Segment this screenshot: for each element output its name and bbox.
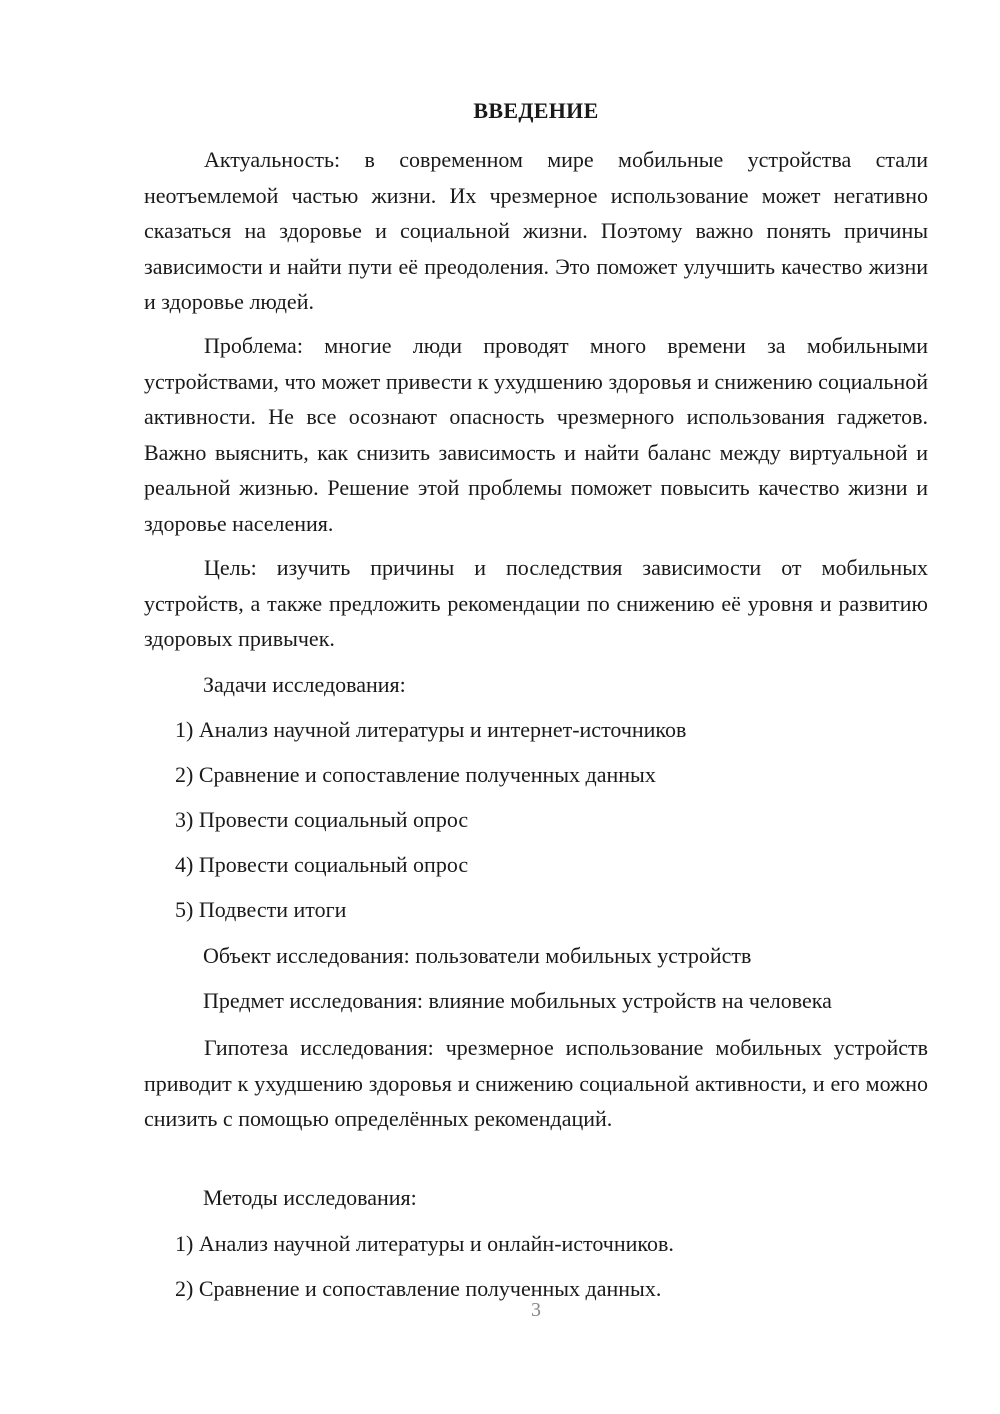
method-item: 2) Сравнение и сопоставление полученных данных. <box>175 1276 662 1301</box>
methods-heading: Методы исследования: <box>203 1185 417 1210</box>
task-item: 2) Сравнение и сопоставление полученных данных <box>175 762 656 787</box>
section-title: ВВЕДЕНИЕ <box>473 98 599 123</box>
method-item: 1) Анализ научной литературы и онлайн-источников. <box>175 1231 674 1256</box>
problem-paragraph: Проблема: многие люди проводят много времени за мобильными устройствами, что может привести к ухудшению здоровья и снижению социальной активности. Не все осознают опасность чрезмерного использования гаджетов. Важно выяснить, как снизить зависимость и найти баланс между виртуальной и реальной жизнью. Решение этой проблемы поможет повысить качество жизни и здоровье населения. <box>144 333 928 536</box>
object-line: Объект исследования: пользователи мобильных устройств <box>203 943 752 968</box>
tasks-heading: Задачи исследования: <box>203 672 406 697</box>
task-item: 4) Провести социальный опрос <box>175 852 469 877</box>
relevance-paragraph: Актуальность: в современном мире мобильные устройства стали неотъемлемой частью жизни. Их чрезмерное использование может негативно сказаться на здоровье и социальной жизни. Поэтому важно понять причины зависимости и найти пути её преодоления. Это поможет улучшить качество жизни и здоровье людей. <box>144 147 928 314</box>
page-number: 3 <box>531 1299 541 1321</box>
task-item: 1) Анализ научной литературы и интернет-источников <box>175 717 687 742</box>
task-item: 5) Подвести итоги <box>175 897 347 922</box>
goal-paragraph: Цель: изучить причины и последствия зависимости от мобильных устройств, а также предложить рекомендации по снижению её уровня и развитию здоровых привычек. <box>144 555 928 651</box>
subject-line: Предмет исследования: влияние мобильных устройств на человека <box>203 988 832 1013</box>
hypothesis-paragraph: Гипотеза исследования: чрезмерное использование мобильных устройств приводит к ухудшению здоровья и снижению социальной активности, и его можно снизить с помощью определённых рекомендаций. <box>144 1035 928 1131</box>
task-item: 3) Провести социальный опрос <box>175 807 469 832</box>
